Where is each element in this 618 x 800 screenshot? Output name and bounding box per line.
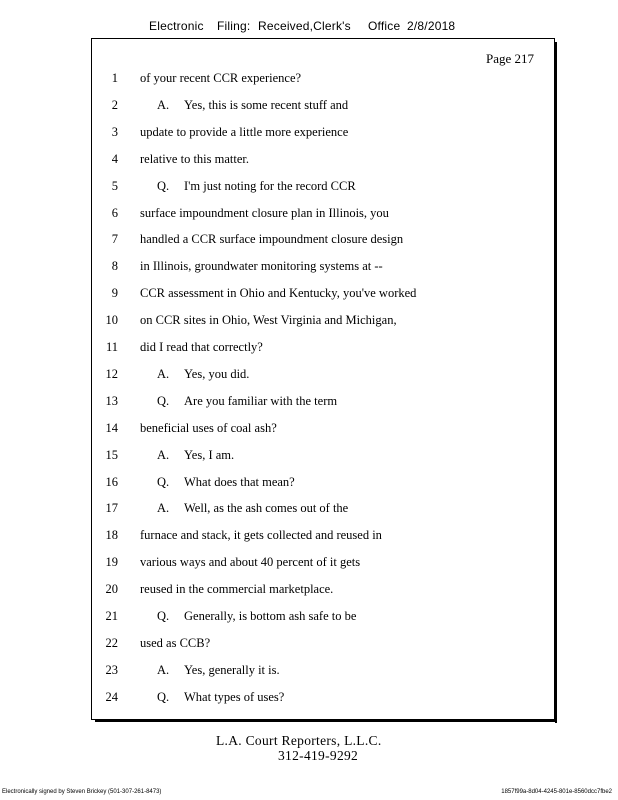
- line-body: Yes, generally it is.: [184, 662, 280, 677]
- line-text: [140, 582, 333, 597]
- line-text: [157, 179, 356, 194]
- transcript-line: [92, 609, 554, 629]
- line-text: [140, 528, 382, 543]
- line-number: 8: [111, 259, 118, 274]
- line-body: reused in the commercial marketplace.: [140, 582, 334, 597]
- line-number: 10: [105, 313, 118, 328]
- transcript-line: [92, 98, 554, 118]
- line-body: relative to this matter.: [140, 151, 249, 166]
- line-number: 24: [105, 689, 118, 704]
- transcript-line: [92, 125, 554, 145]
- transcript-line: [92, 636, 554, 656]
- document-id: 1857f99a-8d04-4245-801e-8560dcc7fbe2: [501, 789, 612, 795]
- court-reporter-phone: 312-419-9292: [278, 748, 359, 763]
- line-text: [140, 152, 249, 167]
- line-number: 6: [111, 205, 118, 220]
- line-text: [140, 206, 389, 221]
- line-number: 13: [105, 393, 118, 408]
- qa-marker: Q.: [157, 689, 170, 704]
- line-number: 3: [111, 124, 118, 139]
- line-text: [157, 98, 348, 113]
- line-body: Yes, you did.: [184, 366, 250, 381]
- line-body: CCR assessment in Ohio and Kentucky, you've worked: [140, 286, 417, 301]
- transcript-line: [92, 448, 554, 468]
- line-text: [140, 125, 348, 140]
- line-number: 11: [105, 340, 118, 354]
- line-body: Are you familiar with the term: [184, 393, 338, 408]
- transcript-line: [92, 367, 554, 387]
- transcript-line: [92, 152, 554, 172]
- transcript-line: [92, 71, 554, 91]
- electronic-signature: Electronically signed by Steven Brickey (501-307-261-8473): [2, 789, 162, 795]
- transcript-line: [92, 232, 554, 252]
- line-text: [140, 232, 403, 247]
- line-body: beneficial uses of coal ash?: [140, 420, 277, 435]
- line-number: 23: [105, 662, 118, 677]
- line-body: What does that mean?: [184, 474, 295, 489]
- line-body: Yes, I am.: [184, 447, 235, 462]
- line-number: 9: [111, 286, 118, 301]
- qa-marker: Q.: [157, 178, 170, 193]
- line-text: [140, 286, 416, 301]
- qa-marker: A.: [157, 501, 170, 516]
- qa-marker: A.: [157, 97, 170, 112]
- qa-marker: A.: [157, 366, 170, 381]
- line-number: 16: [105, 474, 118, 489]
- transcript-line: [92, 555, 554, 575]
- line-text: [140, 340, 263, 355]
- line-body: What types of uses?: [184, 689, 285, 704]
- line-body: Generally, is bottom ash safe to be: [184, 609, 357, 623]
- line-number: 14: [105, 420, 118, 435]
- transcript-line: [92, 690, 554, 710]
- transcript-line: [92, 582, 554, 602]
- filing-header-electronic: Electronic: [149, 19, 204, 33]
- qa-marker: A.: [157, 662, 170, 677]
- line-number: 20: [105, 582, 118, 597]
- line-text: [157, 448, 234, 463]
- transcript-line: [92, 313, 554, 333]
- line-text: [157, 475, 295, 490]
- line-text: [140, 555, 360, 570]
- line-text: [140, 421, 277, 436]
- line-text: [157, 501, 348, 516]
- line-body: did I read that correctly?: [140, 340, 263, 354]
- line-body: on CCR sites in Ohio, West Virginia and Michigan,: [140, 313, 397, 328]
- line-body: Yes, this is some recent stuff and: [184, 97, 349, 112]
- line-body: Well, as the ash comes out of the: [184, 501, 349, 516]
- line-number: 5: [111, 178, 118, 193]
- line-body: handled a CCR surface impoundment closure design: [140, 232, 404, 247]
- line-text: [157, 394, 337, 409]
- line-number: 1: [111, 71, 118, 85]
- line-body: furnace and stack, it gets collected and reused in: [140, 528, 382, 543]
- transcript-line: [92, 421, 554, 441]
- line-body: in Illinois, groundwater monitoring systems at --: [140, 259, 383, 274]
- line-text: [157, 367, 249, 382]
- transcript-line: [92, 663, 554, 683]
- line-text: [140, 71, 301, 86]
- line-number: 12: [105, 366, 118, 381]
- line-number: 17: [105, 501, 118, 516]
- line-text: [157, 663, 280, 678]
- line-number: 19: [105, 555, 118, 570]
- qa-marker: Q.: [157, 609, 170, 623]
- transcript-line: [92, 340, 554, 360]
- line-text: [140, 259, 383, 274]
- line-number: 2: [111, 97, 118, 112]
- line-text: [157, 609, 356, 624]
- line-number: 15: [105, 447, 118, 462]
- court-reporter-name: L.A. Court Reporters, L.L.C.: [216, 733, 382, 748]
- line-body: various ways and about 40 percent of it gets: [140, 555, 361, 570]
- line-body: used as CCB?: [140, 635, 211, 650]
- line-number: 22: [105, 635, 118, 650]
- line-number: 21: [105, 609, 118, 623]
- transcript-line: [92, 501, 554, 521]
- qa-marker: Q.: [157, 474, 170, 489]
- line-text: [140, 636, 210, 651]
- transcript-line: [92, 206, 554, 226]
- line-text: [140, 313, 397, 328]
- line-number: 7: [111, 232, 118, 247]
- line-body: I'm just noting for the record CCR: [184, 178, 356, 193]
- qa-marker: A.: [157, 447, 170, 462]
- line-body: update to provide a little more experience: [140, 124, 349, 139]
- page-number: Page 217: [485, 51, 534, 66]
- transcript-line: [92, 528, 554, 548]
- line-number: 18: [105, 528, 118, 543]
- qa-marker: Q.: [157, 393, 170, 408]
- transcript-line: [92, 475, 554, 495]
- filing-header-received: Received,Clerk's: [258, 19, 351, 33]
- filing-header-date: 2/8/2018: [407, 19, 456, 33]
- line-number: 4: [111, 151, 118, 166]
- filing-header-office: Office: [368, 19, 401, 33]
- line-text: [157, 690, 284, 705]
- transcript-line: [92, 259, 554, 279]
- transcript-page: [91, 38, 555, 720]
- transcript-line: [92, 179, 554, 199]
- line-body: of your recent CCR experience?: [140, 71, 302, 85]
- filing-header-filing: Filing:: [217, 19, 251, 33]
- line-body: surface impoundment closure plan in Illinois, you: [140, 205, 389, 220]
- transcript-line: [92, 394, 554, 414]
- transcript-line: [92, 286, 554, 306]
